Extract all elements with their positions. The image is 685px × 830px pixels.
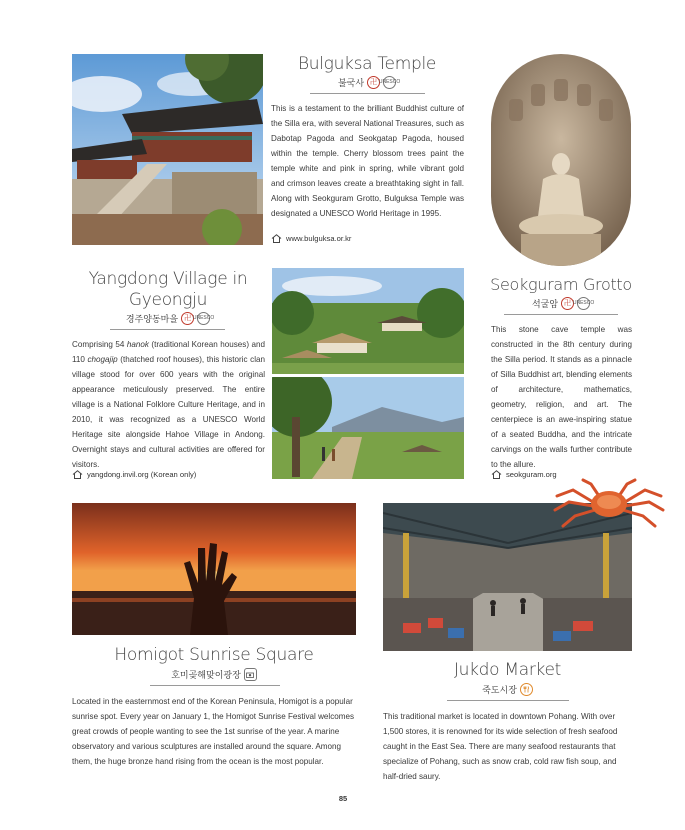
yangdong-korean-name: 경주양동마을 bbox=[125, 314, 179, 324]
homigot-divider bbox=[150, 685, 280, 686]
homigot-title: Homigot Sunrise Square bbox=[114, 645, 314, 665]
unesco-icon: UNESCO bbox=[577, 297, 590, 310]
yangdong-title-line-2: Gyeongju bbox=[128, 290, 208, 310]
seokguram-korean-name: 석굴암 bbox=[531, 299, 559, 309]
yangdong-body bbox=[72, 337, 265, 472]
yangdong-divider bbox=[110, 329, 225, 330]
restaurant-icon bbox=[520, 683, 533, 696]
home-icon bbox=[72, 470, 83, 479]
temple-icon: 卍 bbox=[367, 76, 380, 89]
yangdong-body-part: (thatched roof houses), this historic clan village stood for over 600 years with the original appearance meticulously preserved. The entire village is a National Folklore Culture Heritage, and in 2010, it was recognized as a UNESCO World Heritage site alongside Hahoe Village in Andong. Overnight stays and cultural activities are offered for visitors. bbox=[72, 355, 266, 469]
yangdong-body-part: (traditional Korean houses) and 110 bbox=[72, 340, 265, 364]
temple-icon: 卍 bbox=[561, 297, 574, 310]
home-icon bbox=[491, 470, 502, 479]
seokguram-photo bbox=[491, 54, 631, 266]
jukdo-divider bbox=[447, 700, 569, 701]
homigot-korean-name: 호미곶해맞이광장 bbox=[171, 670, 241, 680]
page-number: 85 bbox=[338, 794, 348, 803]
bulguksa-divider bbox=[310, 93, 425, 94]
unesco-icon: UNESCO bbox=[197, 312, 210, 325]
bulguksa-body: This is a testament to the brilliant Buddhist culture of the Silla era, with several National Treasures, such as Dabotap Pagoda and Seokgatap Pagoda, housed within the temple. Cherry blossom trees paint the temple white and pink in spring, while vibrant gold and crimson leaves create a breathtaking sight in fall. Along with Seokguram Grotto, Bulguksa Temple was designated a UNESCO World Heritage in 1995. bbox=[271, 104, 464, 218]
homigot-body: Located in the easternmost end of the Korean Peninsula, Homigot is a popular sunrise spot. Every year on January 1, the Homigot Sunrise Festival welcomes great crowds of people wanting to see the 1st sunrise of the year. A marine observatory and various sculptures are installed around the square. Among them, the huge bronze hand rising from the ocean is the most popular. bbox=[72, 697, 355, 766]
jukdo-title: Jukdo Market bbox=[453, 660, 562, 680]
seokguram-korean-row bbox=[490, 297, 632, 310]
jukdo-korean-row bbox=[383, 683, 632, 696]
bulguksa-website-row[interactable] bbox=[271, 234, 351, 243]
bulguksa-photo bbox=[72, 54, 263, 245]
seokguram-title: Seokguram Grotto bbox=[490, 275, 632, 294]
unesco-icon: UNESCO bbox=[383, 76, 396, 89]
seokguram-divider bbox=[504, 314, 618, 315]
yangdong-korean-row bbox=[72, 312, 264, 325]
home-icon bbox=[271, 234, 282, 243]
jukdo-korean-name: 죽도시장 bbox=[482, 685, 517, 695]
camera-icon bbox=[244, 668, 257, 681]
bulguksa-title: Bulguksa Temple bbox=[297, 54, 437, 74]
crab-illustration bbox=[553, 478, 665, 528]
yangdong-website-link[interactable]: yangdong.invil.org (Korean only) bbox=[87, 470, 197, 479]
yangdong-body-part: Comprising 54 bbox=[72, 340, 127, 349]
bulguksa-korean-row bbox=[271, 76, 463, 89]
seokguram-website-link[interactable]: seokguram.org bbox=[506, 470, 557, 479]
homigot-korean-row bbox=[72, 668, 356, 681]
yangdong-title-line-1: Yangdong Village in bbox=[88, 269, 248, 289]
seokguram-body: This stone cave temple was constructed in the 8th century during the Silla period. It stands as a pinnacle of Silla Buddhist art, blending elements of architecture, mathematics, geometry, religion, and art. The centerpiece is an awe-inspiring statue of a seated Buddha, and the intricate carvings on the walls further contribute to the allure. bbox=[491, 325, 632, 469]
bulguksa-korean-name: 불국사 bbox=[337, 78, 365, 88]
seokguram-website-row[interactable] bbox=[491, 470, 557, 479]
yangdong-photo-top bbox=[272, 268, 464, 374]
homigot-photo bbox=[72, 503, 356, 635]
temple-icon: 卍 bbox=[181, 312, 194, 325]
yangdong-photo-bottom bbox=[272, 377, 464, 479]
yangdong-body-italic: chogajip bbox=[87, 355, 118, 364]
bulguksa-website-link[interactable]: www.bulguksa.or.kr bbox=[286, 234, 352, 243]
yangdong-website-row[interactable] bbox=[72, 470, 196, 479]
yangdong-body-italic: hanok bbox=[126, 340, 149, 349]
jukdo-body: This traditional market is located in downtown Pohang. With over 1,500 stores, it is renowned for its wide selection of fresh seafood caught in the East Sea. There are many seafood restaurants that specialize of Pohang, such as snow crab, cold raw fish soup, and half-dried saury. bbox=[383, 712, 618, 781]
